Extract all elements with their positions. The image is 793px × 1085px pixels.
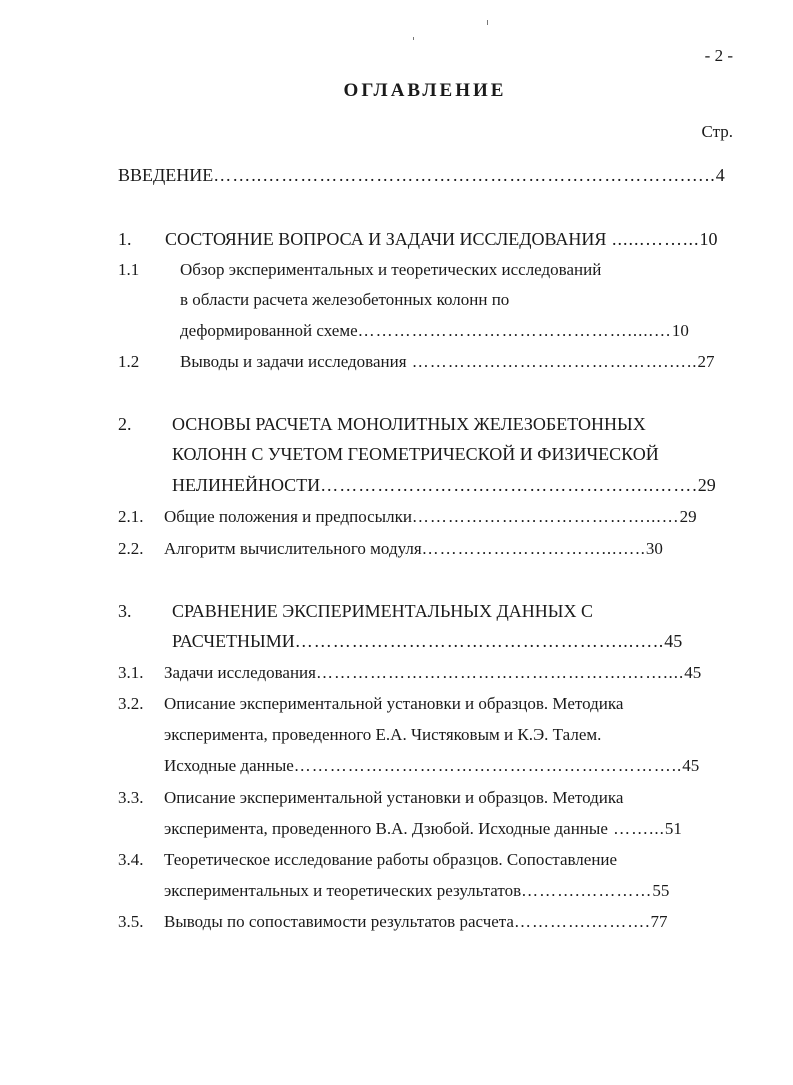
toc-entry-chapter-2[interactable] <box>172 473 733 497</box>
toc-entry-section-1-2[interactable] <box>180 350 733 374</box>
toc-entry-section-3-3[interactable] <box>164 817 733 841</box>
toc-leader: ………….………. <box>513 912 651 931</box>
toc-page-number: 29 <box>697 475 716 495</box>
toc-entry-section-3-5[interactable] <box>164 910 733 934</box>
toc-entry-text: СРАВНЕНИЕ ЭКСПЕРИМЕНТАЛЬНЫХ ДАННЫХ С <box>172 601 593 621</box>
toc-entry-title: Выводы и задачи исследования <box>180 352 407 371</box>
toc-entry-text: Обзор экспериментальных и теоретических исследований <box>180 260 602 279</box>
toc-page-number: 51 <box>664 819 682 838</box>
toc-entry-title: деформированной схеме <box>180 321 358 340</box>
toc-leader: ……... <box>607 819 665 838</box>
toc-entry-section-2-1[interactable] <box>164 505 733 529</box>
toc-leader: …………………………………….….. <box>406 352 698 371</box>
toc-entry-text: Описание экспериментальной установки и образцов. Методика <box>164 694 624 713</box>
toc-entry-title: экспериментальных и теоретических результатов <box>164 881 522 900</box>
toc-entry-chapter-3[interactable] <box>172 629 733 653</box>
toc-entry-title: ВВЕДЕНИЕ <box>118 165 214 185</box>
toc-page-number: 30 <box>645 539 663 558</box>
toc-entry-text: КОЛОНН С УЧЕТОМ ГЕОМЕТРИЧЕСКОЙ И ФИЗИЧЕСКОЙ <box>172 444 659 464</box>
toc-leader: …………………………………...… <box>411 507 680 526</box>
toc-entry-title: Исходные данные <box>164 756 294 775</box>
toc-entry-title: Задачи исследования <box>164 663 316 682</box>
toc-section-number: 3.4. <box>118 850 144 869</box>
toc-entry-text: ОСНОВЫ РАСЧЕТА МОНОЛИТНЫХ ЖЕЛЕЗОБЕТОННЫХ <box>172 414 646 434</box>
toc-chapter-number: 1. <box>118 229 132 249</box>
toc-entry-section-2-2[interactable] <box>164 537 733 561</box>
toc-leader: ……….………… <box>521 881 653 900</box>
toc-page-number: 45 <box>664 631 683 651</box>
toc-entry-section-3-2[interactable] <box>164 754 733 778</box>
toc-title: ОГЛАВЛЕНИЕ <box>343 80 507 101</box>
toc-page-number: 27 <box>697 352 715 371</box>
page-column-label: Стр. <box>701 122 733 141</box>
toc-entry-title: Выводы по сопоставимости результатов расчета <box>164 912 514 931</box>
toc-section-number: 1.2 <box>118 352 140 371</box>
toc-entry-text: Описание экспериментальной установки и образцов. Методика <box>164 788 624 807</box>
toc-leader: ......……... <box>606 229 700 249</box>
toc-entry-title: эксперимента, проведенного В.А. Дзюбой. Исходные данные <box>164 819 608 838</box>
toc-leader: ……………………………………………...….. <box>294 631 665 651</box>
toc-section-number: 3.5. <box>118 912 144 931</box>
toc-page-number: 29 <box>679 507 697 526</box>
toc-section-number: 3.2. <box>118 694 144 713</box>
toc-entry-text: эксперимента, проведенного Е.А. Чистяковым и К.Э. Талем. <box>164 725 602 744</box>
toc-section-number: 3.3. <box>118 788 144 807</box>
toc-entry-title: Общие положения и предпосылки <box>164 507 412 526</box>
toc-entry-text: в области расчета железобетонных колонн по <box>180 290 510 309</box>
toc-leader: ……………………………………………..……. <box>320 475 698 495</box>
toc-entry-chapter-1[interactable] <box>165 227 745 251</box>
toc-leader: ……………………………………….....… <box>357 321 672 340</box>
toc-entry-title: НЕЛИНЕЙНОСТИ <box>172 475 321 495</box>
page-number: - 2 - <box>704 46 733 65</box>
toc-chapter-number: 3. <box>118 601 132 621</box>
scan-mark <box>413 37 414 40</box>
toc-section-number: 2.1. <box>118 507 144 526</box>
toc-chapter-number: 2. <box>118 414 132 434</box>
toc-entry-intro[interactable] <box>118 163 733 187</box>
toc-leader: ……………………………………………………….. <box>293 756 683 775</box>
toc-page-number: 55 <box>652 881 670 900</box>
toc-page-number: 77 <box>650 912 668 931</box>
toc-section-number: 1.1 <box>118 260 140 279</box>
toc-page-number: 10 <box>671 321 689 340</box>
toc-entry-section-3-4[interactable] <box>164 879 733 903</box>
toc-page-number: 45 <box>684 663 702 682</box>
toc-page-number: 10 <box>699 229 718 249</box>
toc-leader: …………………………...….. <box>421 539 646 558</box>
toc-section-number: 3.1. <box>118 663 144 682</box>
scan-mark <box>487 20 488 25</box>
toc-page-number: 45 <box>682 756 700 775</box>
toc-section-number: 2.2. <box>118 539 144 558</box>
toc-entry-section-1-1[interactable] <box>180 319 733 343</box>
toc-entry-title: СОСТОЯНИЕ ВОПРОСА И ЗАДАЧИ ИССЛЕДОВАНИЯ <box>165 229 607 249</box>
toc-leader: ……..………………………………………………………….….. <box>213 165 716 185</box>
toc-entry-section-3-1[interactable] <box>164 661 733 685</box>
toc-entry-text: Теоретическое исследование работы образцов. Сопоставление <box>164 850 618 869</box>
toc-entry-title: РАСЧЕТНЫМИ <box>172 631 295 651</box>
toc-leader: …………………………………………….…….... <box>315 663 685 682</box>
toc-entry-title: Алгоритм вычислительного модуля <box>164 539 422 558</box>
toc-page-number: 4 <box>715 165 725 185</box>
